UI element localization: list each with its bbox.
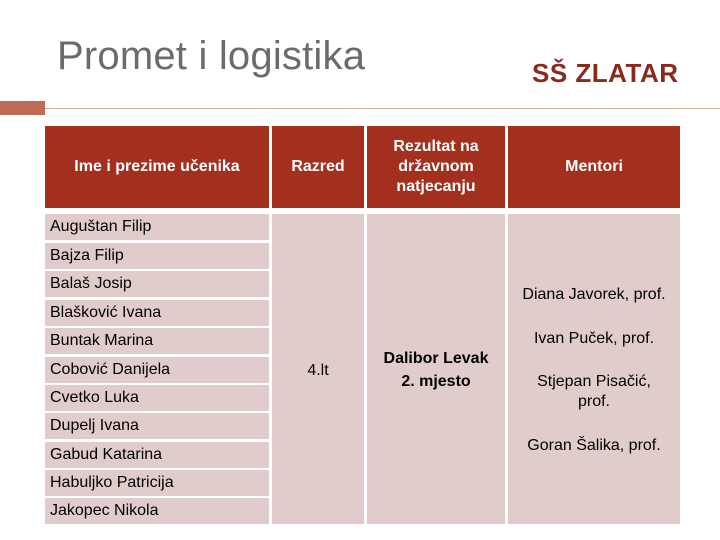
student-row: Gabud Katarina xyxy=(45,442,269,468)
result-cell xyxy=(367,214,505,524)
mentors-cell xyxy=(508,214,680,524)
header-class: Razred xyxy=(272,126,364,208)
student-row: Blašković Ivana xyxy=(45,300,269,326)
school-name: SŠ ZLATAR xyxy=(532,58,679,88)
mentor-item: Diana Javorek, prof. xyxy=(522,286,666,303)
mentor-item: Goran Šalika, prof. xyxy=(527,437,661,454)
result-student: Dalibor Levak xyxy=(383,350,489,367)
mentor-item: Stjepan Pisačić, prof. xyxy=(537,373,651,410)
student-row: Jakopec Nikola xyxy=(45,498,269,524)
student-row: Balaš Josip xyxy=(45,271,269,297)
mentor-item: Ivan Puček, prof. xyxy=(533,330,655,347)
student-row: Buntak Marina xyxy=(45,328,269,354)
student-row: Cobović Danijela xyxy=(45,357,269,383)
header-divider xyxy=(45,108,720,109)
student-row: Auguštan Filip xyxy=(45,214,269,240)
header-mentors: Mentori xyxy=(508,126,680,208)
page-title: Promet i logistika xyxy=(57,34,366,78)
header-result: Rezultat na državnom natjecanju xyxy=(367,126,505,208)
student-row: Dupelj Ivana xyxy=(45,413,269,439)
student-row: Habuljko Patricija xyxy=(45,470,269,496)
student-row: Bajza Filip xyxy=(45,243,269,269)
accent-bar xyxy=(0,101,45,115)
result-place: 2. mjesto xyxy=(401,373,471,390)
header-name: Ime i prezime učenika xyxy=(45,126,269,208)
student-row: Cvetko Luka xyxy=(45,385,269,411)
class-value: 4.lt xyxy=(307,362,329,379)
